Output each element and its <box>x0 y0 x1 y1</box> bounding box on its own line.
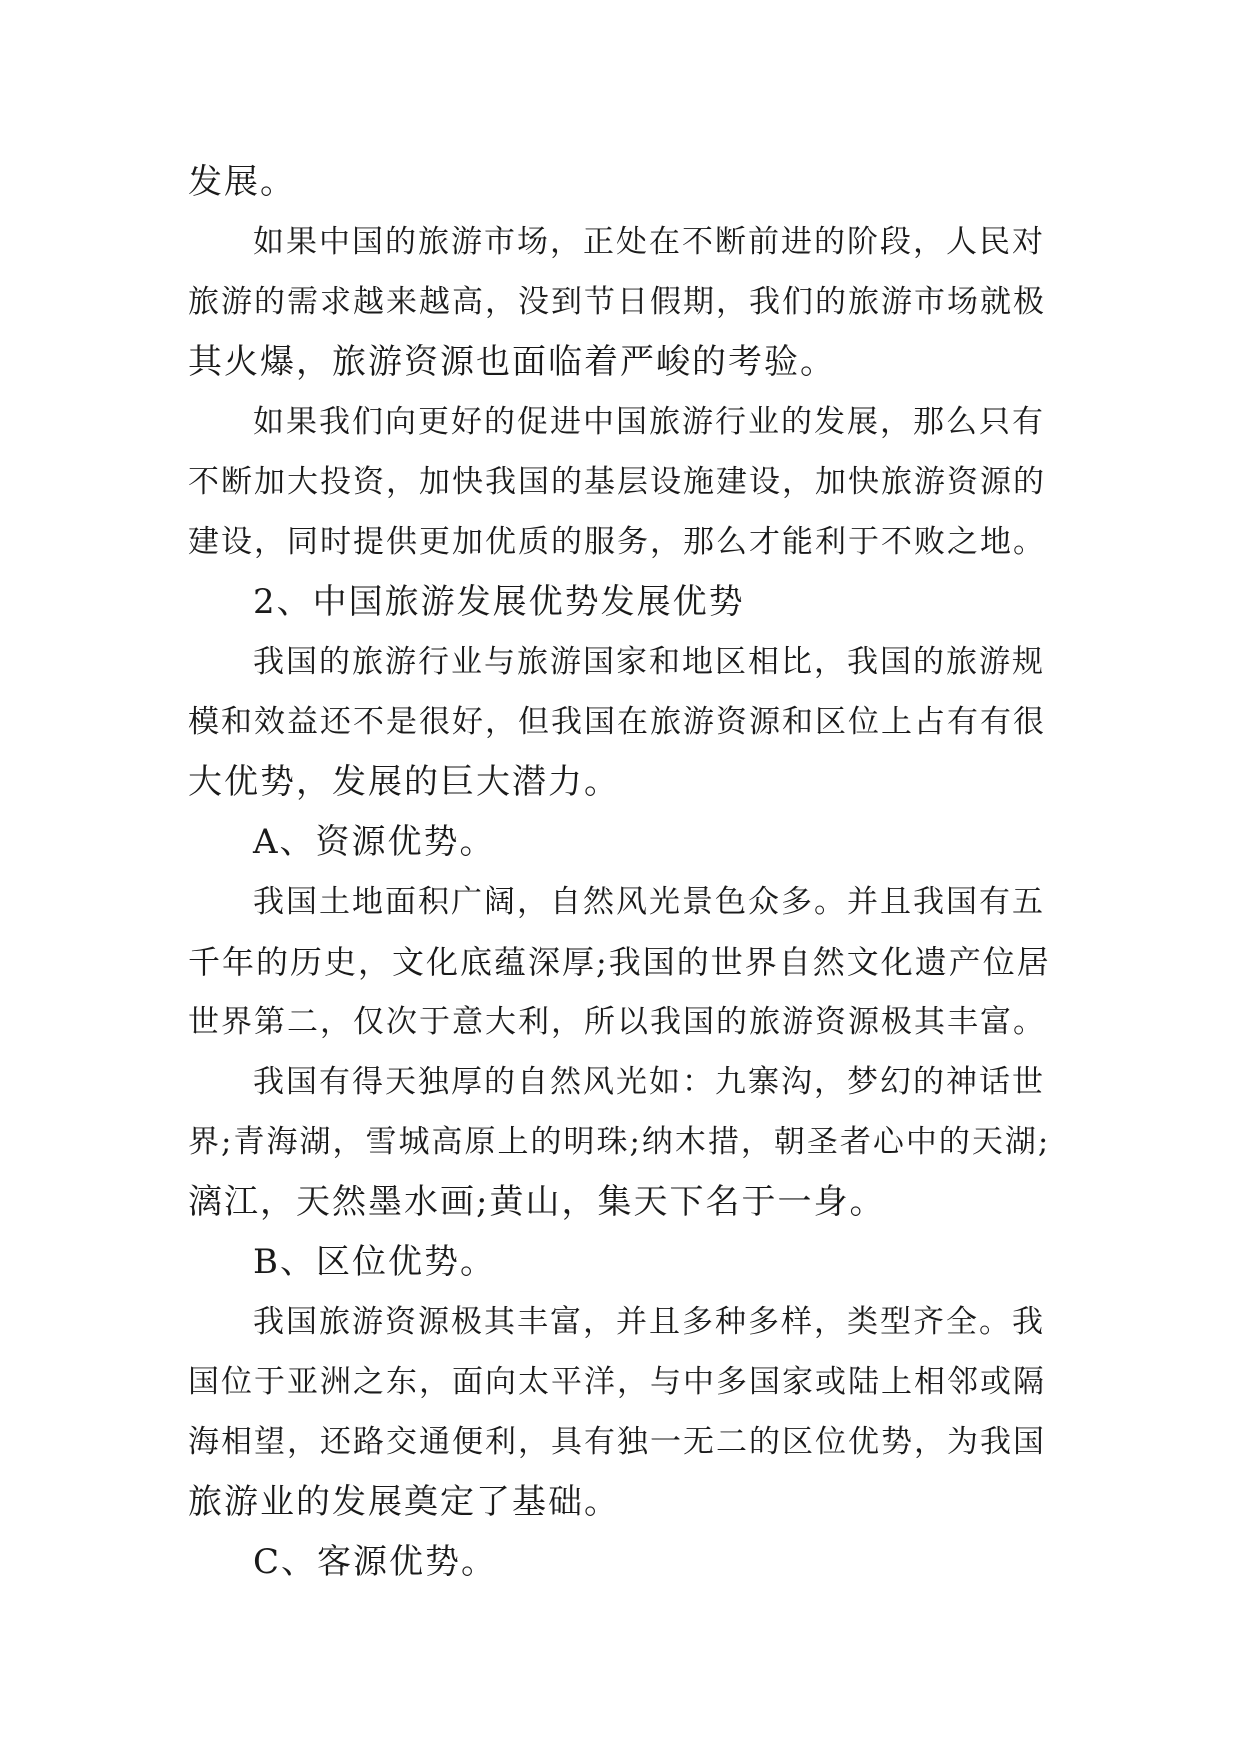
document-body <box>188 152 1068 1592</box>
text-line: 如果中国的旅游市场，正处在不断前进的阶段，人民对 <box>253 224 1045 260</box>
text-line: 如果我们向更好的促进中国旅游行业的发展，那么只有 <box>253 404 1045 440</box>
text-line: C、客源优势。 <box>253 1542 498 1582</box>
text-line: B、区位优势。 <box>253 1242 496 1282</box>
text-line: 其火爆，旅游资源也面临着严峻的考验。 <box>188 342 836 382</box>
text-line: A、资源优势。 <box>253 822 496 862</box>
text-line: 千年的历史，文化底蕴深厚;我国的世界自然文化遗产位居 <box>188 943 1051 981</box>
text-line: 发展。 <box>188 162 296 202</box>
text-line: 我国土地面积广阔，自然风光景色众多。并且我国有五 <box>253 884 1045 920</box>
text-line: 模和效益还不是很好，但我国在旅游资源和区位上占有有很 <box>188 704 1046 740</box>
text-line: 我国有得天独厚的自然风光如：九寨沟，梦幻的神话世 <box>253 1064 1045 1100</box>
text-line: 界;青海湖，雪城高原上的明珠;纳木措，朝圣者心中的天湖; <box>188 1124 1051 1160</box>
text-line: 漓江，天然墨水画;黄山，集天下名于一身。 <box>188 1182 886 1222</box>
text-line: 海相望，还路交通便利，具有独一无二的区位优势，为我国 <box>188 1424 1046 1460</box>
text-line: 我国的旅游行业与旅游国家和地区相比，我国的旅游规 <box>253 644 1045 680</box>
text-line: 世界第二，仅次于意大利，所以我国的旅游资源极其丰富。 <box>188 1004 1046 1040</box>
text-line: 旅游业的发展奠定了基础。 <box>188 1482 620 1522</box>
text-line: 旅游的需求越来越高，没到节日假期，我们的旅游市场就极 <box>188 284 1046 320</box>
text-line: 国位于亚洲之东，面向太平洋，与中多国家或陆上相邻或隔 <box>188 1364 1046 1400</box>
text-line: 不断加大投资，加快我国的基层设施建设，加快旅游资源的 <box>188 464 1046 500</box>
text-line: 大优势，发展的巨大潜力。 <box>188 762 620 802</box>
text-line: 2、中国旅游发展优势发展优势 <box>253 582 745 622</box>
text-line: 建设，同时提供更加优质的服务，那么才能利于不败之地。 <box>188 524 1046 560</box>
text-line: 我国旅游资源极其丰富，并且多种多样，类型齐全。我 <box>253 1304 1045 1340</box>
